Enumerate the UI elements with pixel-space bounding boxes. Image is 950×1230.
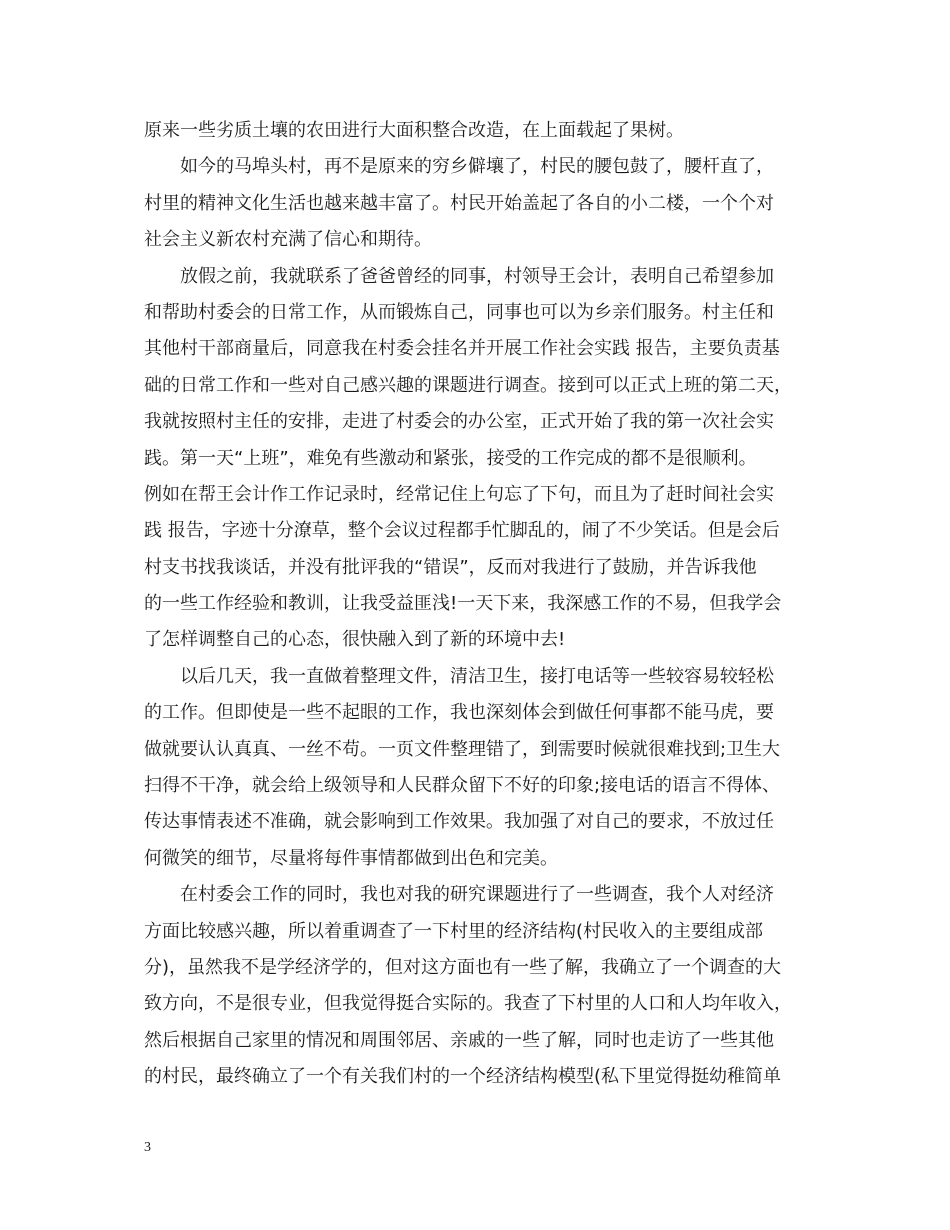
text-line: 和帮助村委会的日常工作，从而锻炼自己，同事也可以为乡亲们服务。村主任和 <box>144 301 774 323</box>
text-line: 我就按照村主任的安排，走进了村委会的办公室，正式开始了我的第一次社会实 <box>144 411 774 433</box>
text-line: 其他村干部商量后，同意我在村委会挂名并开展工作社会实践 报告，主要负责基 <box>144 338 780 360</box>
text-line: 以后几天，我一直做着整理文件，清洁卫生，接打电话等一些较容易较轻松 <box>180 665 774 687</box>
text-line: 了怎样调整自己的心态，很快融入到了新的环境中去! <box>144 629 566 651</box>
text-line: 的工作。但即使是一些不起眼的工作，我也深刻体会到做任何事都不能马虎，要 <box>144 702 774 724</box>
text-line: 在村委会工作的同时，我也对我的研究课题进行了一些调查，我个人对经济 <box>180 884 774 906</box>
text-line: 践 报告，字迹十分潦草，整个会议过程都手忙脚乱的，闹了不少笑话。但是会后 <box>144 520 780 542</box>
text-line: 践。第一天“上班”，难免有些激动和紧张，接受的工作完成的都不是很顺利。 <box>144 447 757 469</box>
body-text <box>144 113 824 1096</box>
text-line: 的一些工作经验和教训，让我受益匪浅!一天下来，我深感工作的不易，但我学会 <box>144 593 782 615</box>
text-line: 方面比较感兴趣，所以着重调查了一下村里的经济结构(村民收入的主要组成部 <box>144 920 764 942</box>
text-line: 社会主义新农村充满了信心和期待。 <box>144 229 432 251</box>
text-line: 然后根据自己家里的情况和周围邻居、亲戚的一些了解，同时也走访了一些其他 <box>144 1029 774 1051</box>
text-line: 做就要认认真真、一丝不苟。一页文件整理错了，到需要时候就很难找到;卫生大 <box>144 738 781 760</box>
text-line: 村里的精神文化生活也越来越丰富了。村民开始盖起了各自的小二楼，一个个对 <box>144 192 774 214</box>
text-line: 致方向，不是很专业，但我觉得挺合实际的。我查了下村里的人口和人均年收入， <box>144 993 792 1015</box>
text-line: 如今的马埠头村，再不是原来的穷乡僻壤了，村民的腰包鼓了，腰杆直了， <box>180 156 774 178</box>
page-number: 3 <box>144 1140 151 1155</box>
text-line: 的村民，最终确立了一个有关我们村的一个经济结构模型(私下里觉得挺幼稚简单 <box>144 1066 782 1088</box>
text-line: 原来一些劣质土壤的农田进行大面积整合改造，在上面载起了果树。 <box>144 120 684 141</box>
text-line: 例如在帮王会计作工作记录时，经常记住上句忘了下句，而且为了赶时间社会实 <box>144 483 774 505</box>
text-line: 础的日常工作和一些对自己感兴趣的课题进行调查。接到可以正式上班的第二天， <box>144 374 792 396</box>
text-line: 放假之前，我就联系了爸爸曾经的同事，村领导王会计，表明自己希望参加 <box>180 265 774 287</box>
text-line: 何微笑的细节，尽量将每件事情都做到出色和完美。 <box>144 847 558 869</box>
text-line: 村支书找我谈话，并没有批评我的“错误”，反而对我进行了鼓励，并告诉我他 <box>144 556 757 578</box>
text-line: 扫得不干净，就会给上级领导和人民群众留下不好的印象;接电话的语言不得体、 <box>144 775 781 797</box>
text-line: 传达事情表述不准确，就会影响到工作效果。我加强了对自己的要求，不放过任 <box>144 811 774 833</box>
text-line: 分)，虽然我不是学经济学的，但对这方面也有一些了解，我确立了一个调查的大 <box>144 956 782 978</box>
